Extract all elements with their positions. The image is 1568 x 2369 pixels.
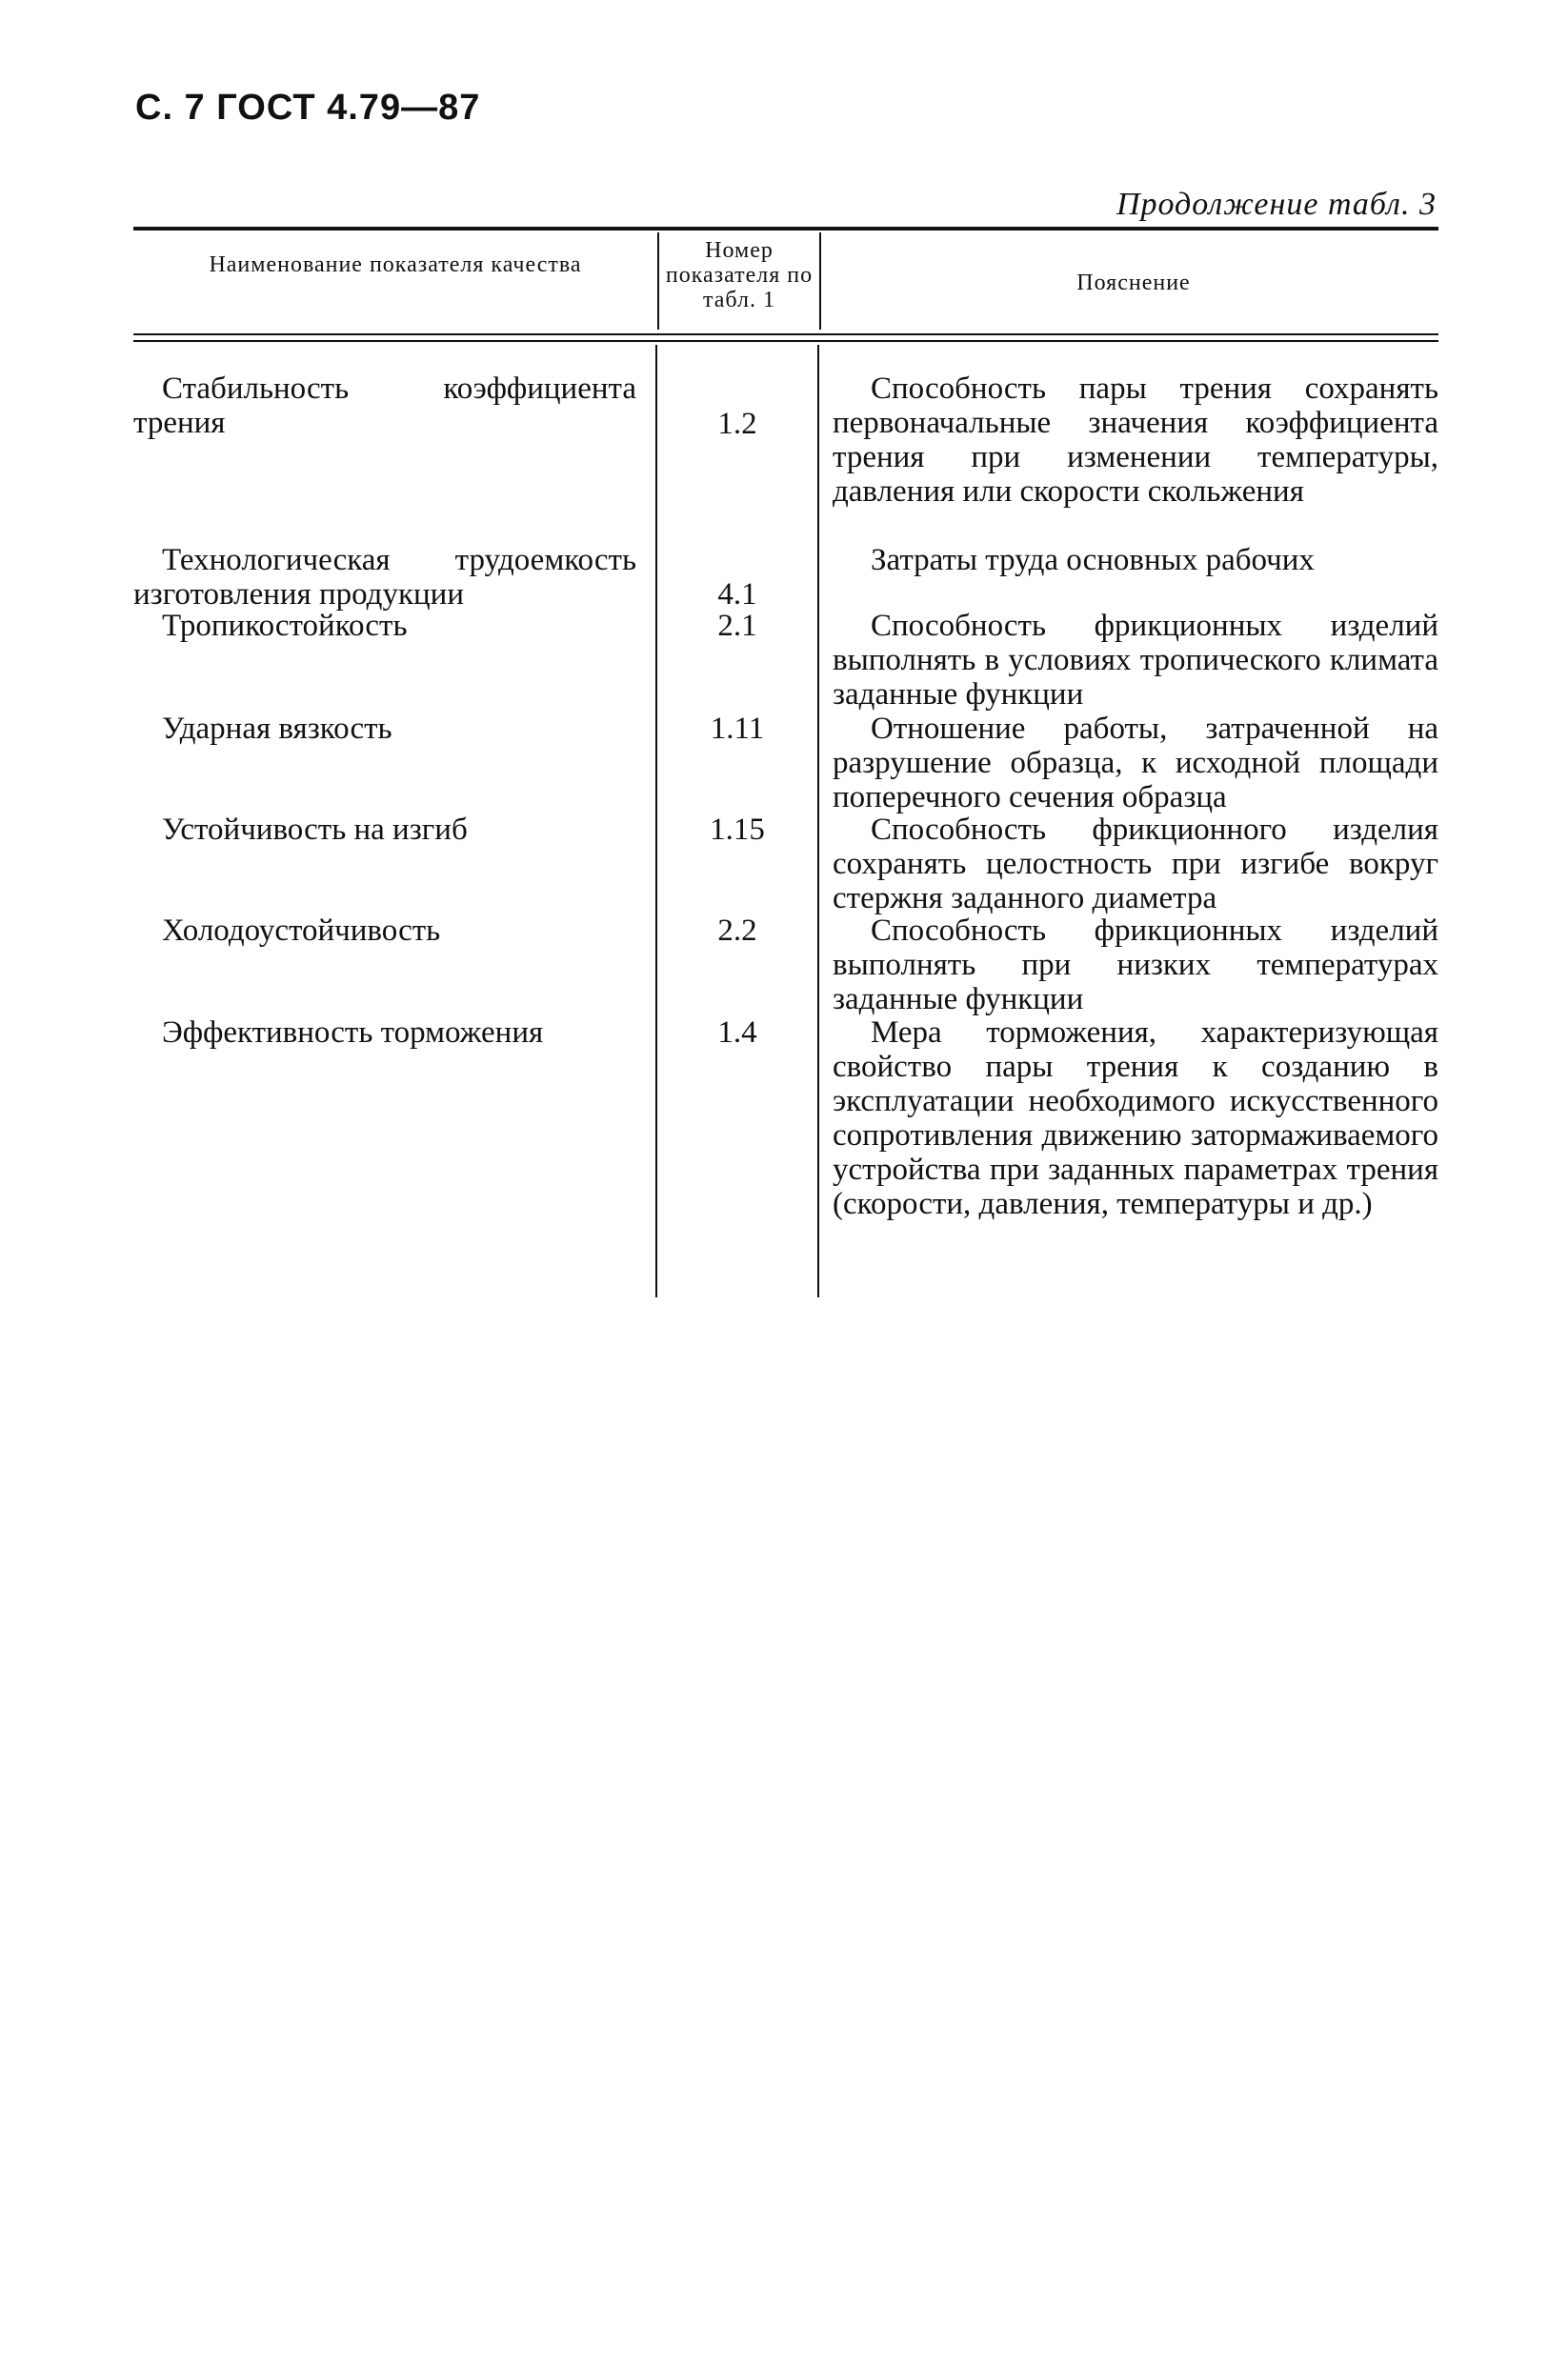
table-top-rule — [133, 227, 1438, 231]
page-header: С. 7 ГОСТ 4.79—87 — [135, 88, 481, 128]
row-6-explanation: Способность фрикционных изделий выполнять при низких температурах заданные функции — [833, 913, 1438, 1016]
row-1-number: 1.2 — [717, 407, 757, 441]
row-6-name: Холодоустойчивость — [162, 913, 441, 948]
row-4-number: 1.11 — [710, 712, 765, 746]
row-6-number: 2.2 — [717, 913, 757, 948]
column-divider-1 — [655, 345, 657, 1297]
column-header-number: Номер показателя по табл. 1 — [665, 238, 814, 312]
row-7-explanation: Мера торможения, характеризующая свойство пары трения к созданию в эксплуатации необходимого искусственного сопротивления движению затормаживаемого устройства при заданных параметрах трения (скорости, давления, температуры и др.) — [833, 1015, 1438, 1221]
column-divider-2-header — [819, 232, 821, 330]
header-separator-rule-2 — [133, 340, 1438, 342]
row-1-name: Стабильность коэффициента трения — [133, 371, 636, 440]
row-7-name: Эффективность торможения — [162, 1015, 544, 1050]
column-divider-2 — [817, 345, 819, 1297]
row-1-explanation: Способность пары трения сохранять первоначальные значения коэффициента трения при изменении температуры, давления или скорости скольжения — [833, 371, 1438, 509]
row-5-name: Устойчивость на изгиб — [162, 813, 468, 847]
row-3-explanation: Способность фрикционных изделий выполнять в условиях тропического климата заданные функции — [833, 609, 1438, 712]
column-header-name: Наименование показателя качества — [209, 252, 582, 277]
row-2-explanation: Затраты труда основных рабочих — [871, 543, 1315, 577]
row-3-number: 2.1 — [717, 609, 757, 643]
table-caption: Продолжение табл. 3 — [1116, 187, 1437, 222]
row-7-number: 1.4 — [717, 1015, 757, 1050]
row-4-explanation: Отношение работы, затраченной на разрушение образца, к исходной площади поперечного сечения образца — [833, 712, 1438, 814]
row-2-name: Технологическая трудоемкость изготовления продукции — [133, 543, 636, 612]
row-2-number: 4.1 — [717, 577, 757, 612]
column-header-explanation: Пояснение — [1076, 271, 1191, 295]
row-4-name: Ударная вязкость — [162, 712, 392, 746]
column-divider-1-header — [657, 232, 659, 330]
row-3-name: Тропикостойкость — [162, 609, 408, 643]
header-separator-rule-1 — [133, 333, 1438, 335]
row-5-number: 1.15 — [710, 813, 765, 847]
row-5-explanation: Способность фрикционного изделия сохранять целостность при изгибе вокруг стержня заданного диаметра — [833, 813, 1438, 915]
